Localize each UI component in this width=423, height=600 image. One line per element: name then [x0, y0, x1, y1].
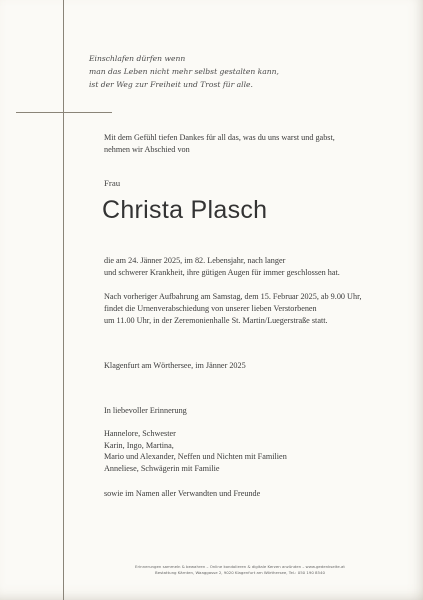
death-notice-line: die am 24. Jänner 2025, im 82. Lebensjahr, nach langer	[104, 256, 286, 265]
closing-line: sowie im Namen aller Verwandten und Freunde	[104, 489, 261, 498]
ceremony-info	[104, 291, 414, 327]
death-notice	[104, 255, 414, 279]
cross-horizontal-bar	[16, 112, 112, 113]
death-notice-line: und schwerer Krankheit, ihre gütigen Augen für immer geschlossen hat.	[104, 268, 340, 277]
ceremony-line: um 11.00 Uhr, in der Zeremonienhalle St. Martin/Luegerstraße statt.	[104, 316, 328, 325]
mourner-entry: Mario und Alexander, Neffen und Nichten mit Familien	[104, 452, 287, 462]
ceremony-line: findet die Urnenverabschiedung von unserer lieben Verstorbenen	[104, 304, 317, 313]
place-date: Klagenfurt am Wörthersee, im Jänner 2025	[104, 361, 246, 370]
mourner-entry: Anneliese, Schwägerin mit Familie	[104, 463, 220, 473]
footer-line: Bestattung Kärnten, Waaggasse 2, 9020 Klagenfurt am Wörthersee, Tel.: 050 190 8540	[155, 570, 325, 575]
memory-line: In liebevoller Erinnerung	[104, 406, 187, 415]
poem	[89, 52, 389, 91]
cross-vertical-bar	[63, 0, 64, 600]
mourners-list	[104, 428, 414, 474]
deceased-name: Christa Plasch	[102, 196, 268, 224]
footer	[70, 564, 410, 576]
intro-line: Mit dem Gefühl tiefen Dankes für all das, was du uns warst und gabst,	[104, 133, 335, 142]
poem-line: man das Leben nicht mehr selbst gestalten kann,	[89, 67, 279, 76]
poem-line: ist der Weg zur Freiheit und Trost für alle.	[89, 80, 253, 89]
mourner-entry: Hannelore, Schwester	[104, 429, 176, 438]
poem-line: Einschlafen dürfen wenn	[89, 54, 186, 63]
mourner-entry: Karin, Ingo, Martina,	[104, 440, 174, 450]
salutation: Frau	[104, 178, 121, 188]
ceremony-line: Nach vorheriger Aufbahrung am Samstag, dem 15. Februar 2025, ab 9.00 Uhr,	[104, 292, 362, 301]
intro-line: nehmen wir Abschied von	[104, 145, 190, 154]
intro-text	[104, 132, 404, 156]
footer-line: Erinnerungen sammeln & bewahren – Online kondolieren & digitale Kerzen anzünden – www.gedenkseite.at	[135, 564, 345, 569]
